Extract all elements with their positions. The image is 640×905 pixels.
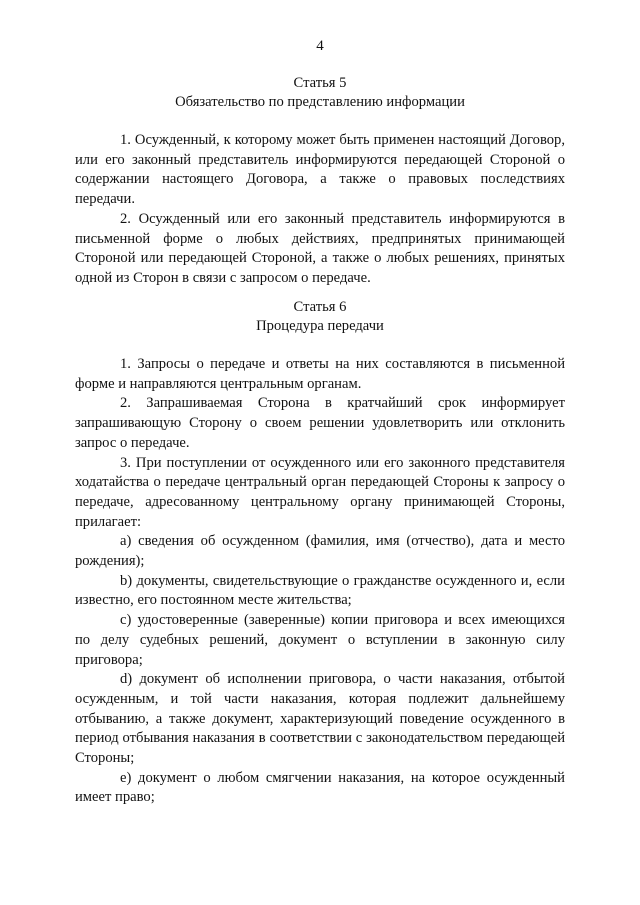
- article-6: [75, 298, 565, 808]
- list-item-a: a) сведения об осужденном (фамилия, имя (отчество), дата и место рождения);: [75, 533, 565, 570]
- article-body: [75, 131, 565, 289]
- paragraph: 2. Запрашиваемая Сторона в кратчайший срок информирует запрашивающую Сторону о своем решении удовлетворить или отклонить запрос о передаче.: [75, 395, 565, 451]
- list-item-c: c) удостоверенные (заверенные) копии приговора и всех имеющихся по делу судебных решений, документ о вступлении в законную силу приговора;: [75, 612, 565, 668]
- article-5: [75, 74, 565, 289]
- paragraph: 3. При поступлении от осужденного или его законного представителя ходатайства о передаче центральный орган передающей Стороны к запросу о передаче, адресованному центральному органу принимающей Стороны, прилагает:: [75, 454, 565, 530]
- article-number: Статья 6: [293, 299, 347, 315]
- list-item-d: d) документ об исполнении приговора, о части наказания, отбытой осужденным, и той части наказания, которая подлежит дальнейшему отбыванию, а также документ, характеризующий поведение осужденного в период отбывания наказания в соответствии с законодательством передающей Стороны;: [75, 671, 565, 767]
- article-number: Статья 5: [293, 75, 347, 91]
- article-title: Процедура передачи: [256, 318, 384, 334]
- article-body: [75, 355, 565, 808]
- paragraph: 2. Осужденный или его законный представитель информируются в письменной форме о любых действиях, предпринятых принимающей Стороной или передающей Стороной, а также о любых решениях, принятых одной из Сторон в связи с запросом о передаче.: [75, 210, 565, 286]
- paragraph: 1. Запросы о передаче и ответы на них составляются в письменной форме и направляются центральным органам.: [75, 356, 565, 392]
- page-number: 4: [316, 38, 324, 54]
- list-item-b: b) документы, свидетельствующие о гражданстве осужденного и, если известно, его постоянном месте жительства;: [75, 572, 565, 609]
- paragraph: 1. Осужденный, к которому может быть применен настоящий Договор, или его законный представитель информируются передающей Стороной о содержании настоящего Договора, а также о правовых последствиях передачи.: [75, 132, 565, 208]
- article-title: Обязательство по представлению информации: [175, 94, 465, 110]
- list-item-e: e) документ о любом смягчении наказания, на которое осужденный имеет право;: [75, 769, 565, 806]
